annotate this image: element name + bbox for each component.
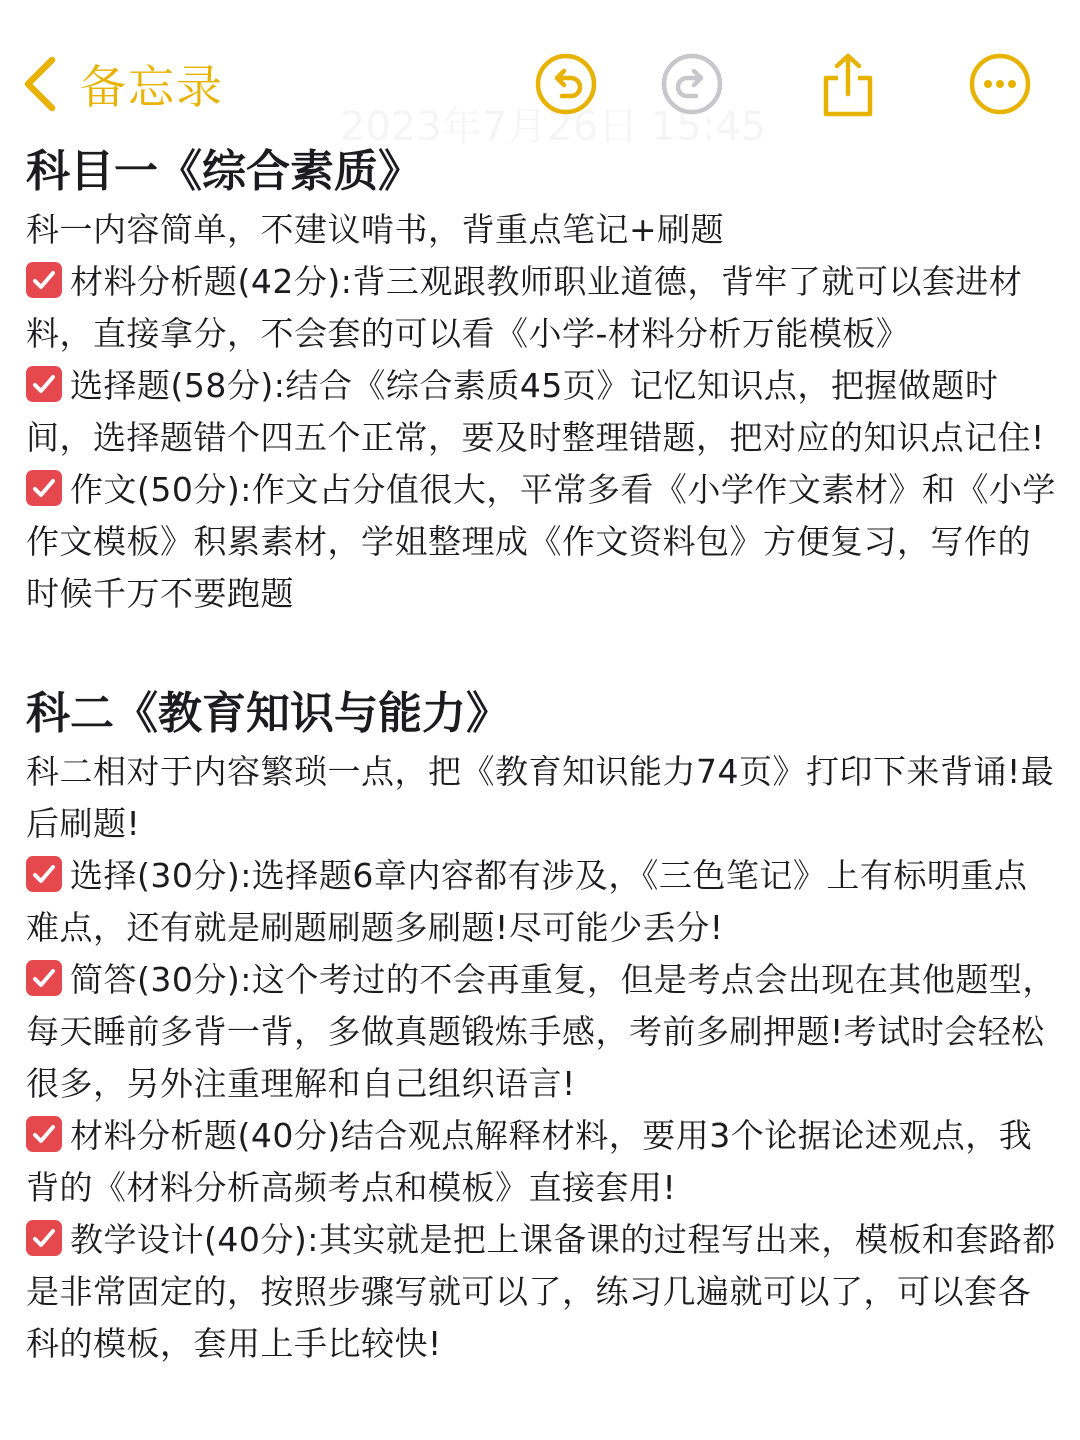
section-1-intro: 科一内容简单，不建议啃书，背重点笔记+刷题 bbox=[26, 210, 725, 249]
list-item bbox=[26, 464, 1056, 620]
back-button[interactable] bbox=[20, 52, 224, 116]
navigation-bar bbox=[0, 0, 1080, 140]
list-item-text: 材料分析题(42分):背三观跟教师职业道德，背牢了就可以套进材料，直接拿分，不会套的可以看《小学-材料分析万能模板》 bbox=[26, 262, 1023, 353]
back-label: 备忘录 bbox=[80, 60, 224, 114]
blank-line bbox=[26, 620, 1056, 682]
list-item bbox=[26, 1110, 1056, 1214]
undo-button[interactable] bbox=[534, 52, 598, 116]
share-icon bbox=[816, 52, 880, 120]
section-1-title: 科目一《综合素质》 bbox=[26, 146, 422, 197]
checkmark-box-icon bbox=[26, 262, 62, 298]
list-item-text: 选择题(58分):结合《综合素质45页》记忆知识点，把握做题时间，选择题错个四五个正常，要及时整理错题，把对应的知识点记住! bbox=[26, 366, 1045, 457]
checkmark-box-icon bbox=[26, 1220, 62, 1256]
list-item-text: 作文(50分):作文占分值很大，平常多看《小学作文素材》和《小学作文模板》积累素材，学姐整理成《作文资料包》方便复习，写作的时候千万不要跑题 bbox=[26, 470, 1056, 613]
checkmark-box-icon bbox=[26, 960, 62, 996]
checkmark-box-icon bbox=[26, 1116, 62, 1152]
checkmark-box-icon bbox=[26, 856, 62, 892]
list-item bbox=[26, 360, 1056, 464]
note-body[interactable] bbox=[26, 140, 1056, 1370]
share-button[interactable] bbox=[816, 52, 880, 116]
section-2-intro: 科二相对于内容繁琐一点，把《教育知识能力74页》打印下来背诵!最后刷题! bbox=[26, 752, 1055, 843]
chevron-left-icon bbox=[20, 55, 58, 113]
more-button[interactable] bbox=[968, 52, 1032, 116]
list-item-text: 选择(30分):选择题6章内容都有涉及，《三色笔记》上有标明重点难点，还有就是刷题刷题多刷题!尽可能少丢分! bbox=[26, 856, 1028, 947]
list-item-text: 教学设计(40分):其实就是把上课备课的过程写出来，模板和套路都是非常固定的，按照步骤写就可以了，练习几遍就可以了，可以套各科的模板，套用上手比较快! bbox=[26, 1220, 1056, 1363]
redo-icon bbox=[660, 52, 724, 116]
checkmark-box-icon bbox=[26, 470, 62, 506]
list-item-text: 简答(30分):这个考过的不会再重复，但是考点会出现在其他题型，每天睡前多背一背，多做真题锻炼手感，考前多刷押题!考试时会轻松很多，另外注重理解和自己组织语言! bbox=[26, 960, 1056, 1103]
undo-icon bbox=[534, 52, 598, 116]
more-icon bbox=[968, 52, 1032, 116]
list-item bbox=[26, 850, 1056, 954]
list-item bbox=[26, 256, 1056, 360]
section-2-title: 科二《教育知识与能力》 bbox=[26, 688, 510, 739]
checkmark-box-icon bbox=[26, 366, 62, 402]
list-item bbox=[26, 954, 1056, 1110]
redo-button[interactable] bbox=[660, 52, 724, 116]
list-item-text: 材料分析题(40分)结合观点解释材料，要用3个论据论述观点，我背的《材料分析高频考点和模板》直接套用! bbox=[26, 1116, 1033, 1207]
list-item bbox=[26, 1214, 1056, 1370]
